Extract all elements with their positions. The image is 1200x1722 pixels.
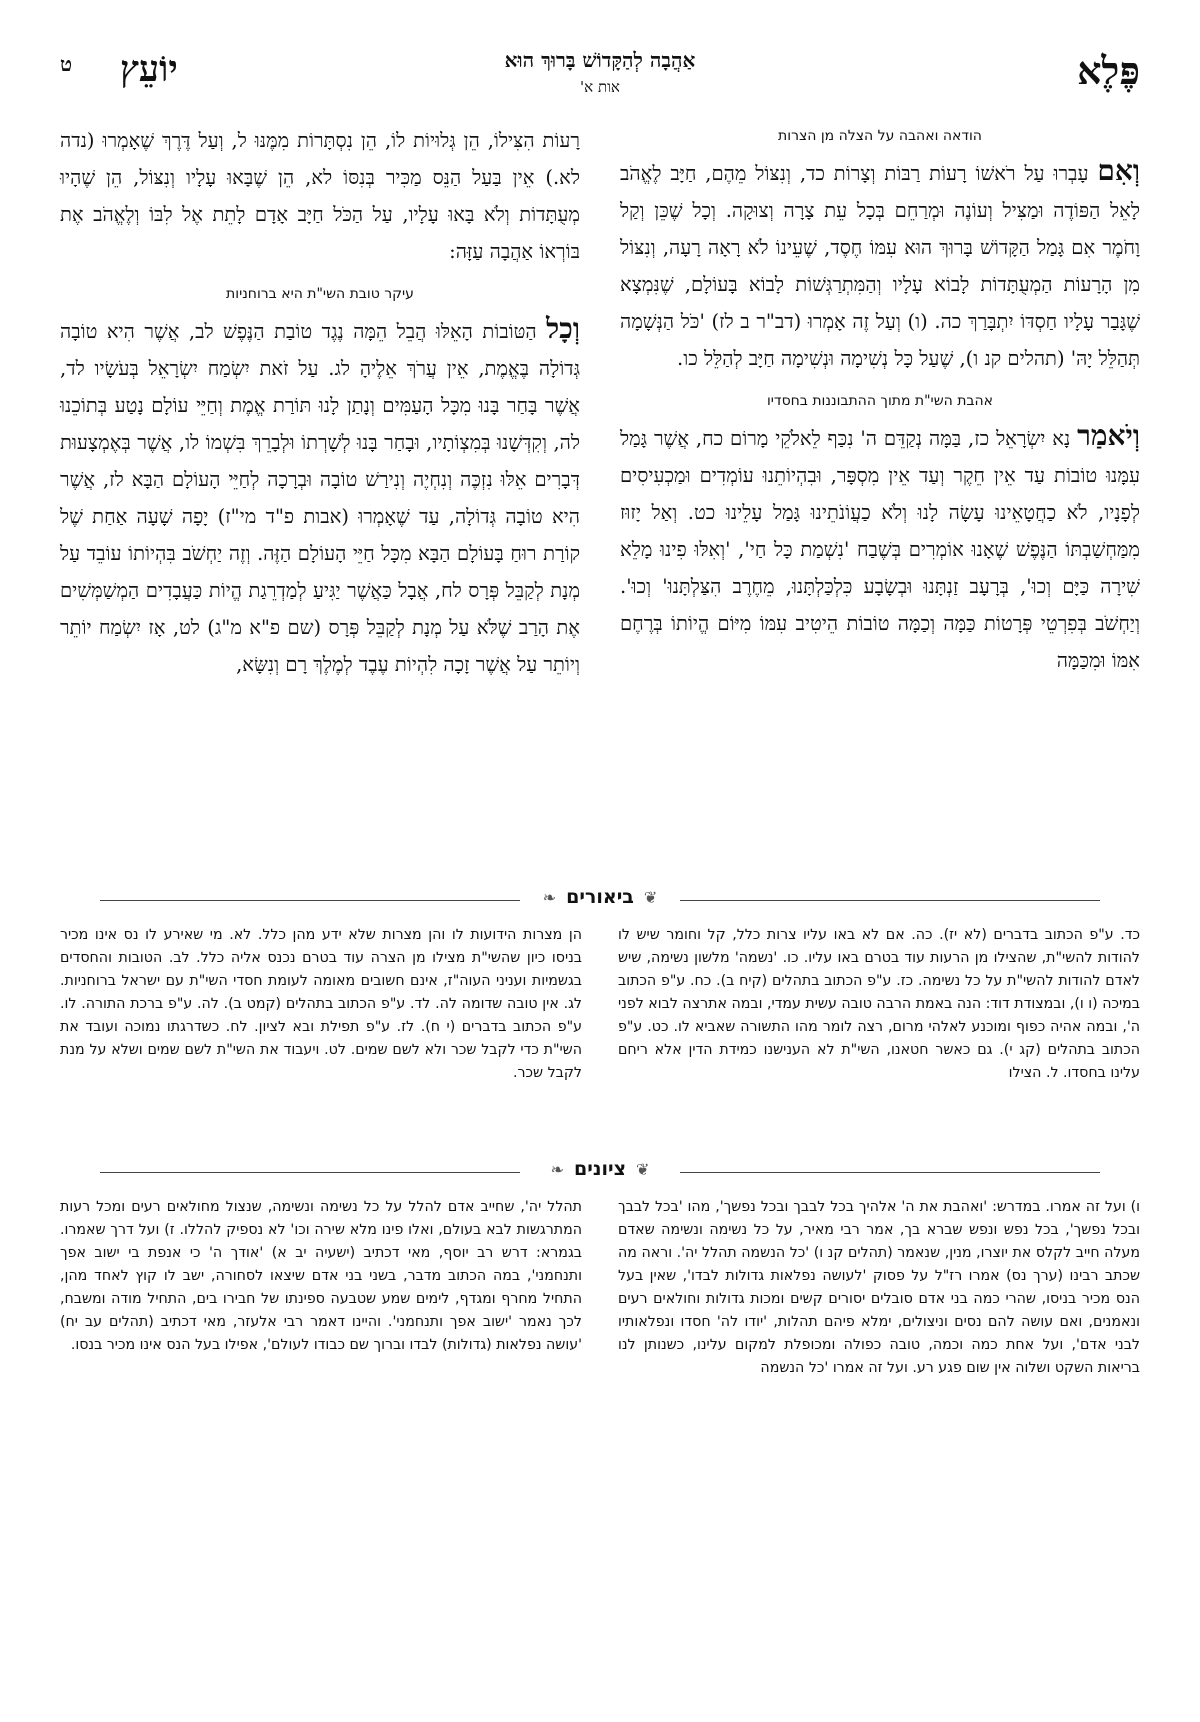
ornament-icon: ❦ — [643, 888, 658, 907]
tziyunim-notes — [60, 1196, 1140, 1676]
ornament-icon: ❧ — [542, 888, 557, 907]
paragraph — [620, 152, 1140, 377]
book-page — [60, 40, 1140, 1700]
main-column-left — [60, 122, 580, 699]
tziyunim-divider — [100, 1158, 1100, 1188]
tziyunim-column-left: תהלל יה', שחייב אדם להלל על כל נשימה ונשימה, שנצול מחולאים רעים ומכל רעות המתרגשות לבא בעולם, ואלו פינו מלא שירה וכו' לא נספיק להללו. ז) ועל דרך שאמרו. בגמרא: דרש רב יוסף, מאי דכתיב (ישעיה יב א) 'אודך ה' כי אנפת בי ישוב אפך ותנחמני', במה הכתוב מדבר, בשני בני אדם שיצאו לסחורה, ישב לו קוץ לאחד מהן, התחיל מחרף ומגדף, לימים שמע שטבעה ספינתו של חבירו בים, התחיל מודה ומשבח, לכך נאמר 'ישוב אפך ותנחמני'. והיינו דאמר רבי אלעזר, מאי דכתיב (תהלים עב יח) 'עושה נפלאות (גדולות) לבדו וברוך שם כבודו לעולם', אפילו בעל הנס אינו מכיר בנסו. — [60, 1199, 582, 1353]
paragraph-text: נָא יִשְׂרָאֵל כז, בַּמָּה נְקַדֵּם ה' נִכַּף לֵאלֹקֵי מָרוֹם כח, אֲשֶׁר גָּמַל עִמָּנוּ טוֹבוֹת עַד אֵין חֵקֶר וְעַד אֵין מִסְפָּר, וּבִהְיוֹתֵנוּ עוֹמְדִים וּמַכְעִיסִים לְפָנָיו, לֹא כַחֲטָאֵינוּ עָשָׂה לָנוּ וְלֹא כַעֲוֹנֹתֵינוּ גָּמַל עָלֵינוּ כט. וְאַל יָזוּז מִמַּחְשַׁבְתּוֹ הַנֶּפֶשׁ שֶׁאָנוּ אוֹמְרִים בְּשֶׁבַח 'נִשְׁמַת כָּל חַי', 'וְאִלּוּ פִינוּ מָלֵא שִׁירָה כַּיָּם וְכוּ', בְּרָעָב זַנְתָּנוּ וּבְשָׂבָע כִּלְכַּלְתָּנוּ, מֵחֶרֶב הִצַּלְתָּנוּ' וְכוּ'. וְיַחְשֹׁב בְּפִרְטֵי פְּרָטוֹת כַּמָּה וְכַמָּה טוֹבוֹת הֵיטִיב עִמּוֹ מִיּוֹם הֱיוֹתוֹ בְּרֶחֶם אִמּוֹ וּמִכַּמָּה — [620, 427, 1140, 672]
main-text — [60, 122, 1140, 882]
biurim-title: ביאורים — [566, 886, 634, 908]
biurim-column-right: כד. ע"פ הכתוב בדברים (לא יז). כה. אם לא באו עליו צרות כלל, קל וחומר שיש לו להודות להשי"ת, שהצילו מן הרעות עוד בטרם באו עליו. כו. 'נשמה' מלשון נשימה, שיש לאדם להודות להשי"ת על כל נשימה. כז. ע"פ הכתוב בתהלים (קיח ב). כח. ע"פ הכתוב במיכה (ו ו), ובמצודת דוד: הנה באמת הרבה טובה עשית עמדי, ובמה אתרצה לבוא לפני ה', ובמה אהיה כפוף ומוכנע לאלהי מרום, רצה לומר מהו התשורה שאביא לו. כט. ע"פ הכתוב בתהלים (קג י). גם כאשר חטאנו, השי"ת לא הענישנו כמידת הדין אלא ריחם עלינו בחסדו. ל. הצילו — [618, 927, 1140, 1081]
chapter-title: אַהֲבָה לְהַקָּדוֹשׁ בָּרוּךְ הוּא — [504, 48, 696, 72]
page-header — [60, 40, 1140, 104]
lead-word: וְכָל — [546, 312, 581, 345]
lead-word: וְיֹאמַר — [1077, 419, 1140, 452]
ornament-icon: ❦ — [635, 1160, 650, 1179]
page-number: ט — [60, 52, 73, 76]
book-title-second: יוֹעֵץ — [120, 48, 178, 90]
biurim-divider — [100, 886, 1100, 916]
paragraph-text: עָבְרוּ עַל רֹאשׁוֹ רָעוֹת רַבּוֹת וְצָרוֹת כד, וְנִצּוֹל מֵהֶם, חַיָּב לֶאֱהֹב לָאֵל הַפּוֹדֶה וּמַצִּיל וְעוֹנֶה וּמְרַחֵם בְּכָל עֵת צָרָה וְצוּקָה. וְכָל שֶׁכֵּן וְקַל וָחֹמֶר אִם גָּמַל הַקָּדוֹשׁ בָּרוּךְ הוּא עִמּוֹ חֶסֶד, שֶׁעֵינוֹ לֹא רָאָה רָעָה, וְנִצּוֹל מִן הָרָעוֹת הַמְעֻתָּדוֹת לָבוֹא עָלָיו וְהַמִּתְרַגְּשׁוֹת לָבוֹא בָּעוֹלָם, שֶׁנִּמְצָא שֶׁגָּבַר עָלָיו חַסְדּוֹ יִתְבָּרַךְ כה. (ו) וְעַל זֶה אָמְרוּ (דב"ר ב לז) 'כֹּל הַנְּשָׁמָה תְּהַלֵּל יָהּ' (תהלים קנ ו), שֶׁעַל כָּל נְשִׁימָה וּנְשִׁימָה חַיָּב לְהַלֵּל כו. — [620, 162, 1140, 370]
tziyunim-column-right: ו) ועל זה אמרו. במדרש: 'ואהבת את ה' אלהיך בכל לבבך ובכל נפשך', מהו 'בכל לבבך ובכל נפשך', בכל נפש ונפש שברא בך, אמר רבי מאיר, על כל נשימה ונשימה שאדם מעלה חייב לקלס את יוצרו, מנין, שנאמר (תהלים קנ ו) 'כל הנשמה תהלל יה'. וראה מה שכתב רבינו (ערך נס) אמרו רז"ל על פסוק 'לעושה נפלאות גדולות לבדו', שאין בעל הנס מכיר בניסו, שהרי כמה בני אדם סובלים יסורים קשים ומכות גדולות וחולאים רעים ונאמנים, ואם עושה להם נסים וניצולים, ימלא פיהם תהלות, 'יודו לה' חסדו ונפלאותיו לבני אדם', ועל אחת כמה וכמה, טובה כפולה ומכופלת למקום עלינו, כשנותן לנו בריאות השקט ושלוה אין שום פגע רע. ועל זה אמרו 'כל הנשמה — [618, 1199, 1140, 1376]
chapter-subtitle: אות א' — [580, 78, 620, 96]
section-heading: עיקר טובת השי"ת היא ברוחניות — [226, 286, 414, 302]
paragraph — [620, 417, 1140, 679]
paragraph-text: רָעוֹת הִצִּילוֹ, הֵן גְּלוּיוֹת לוֹ, הֵן נִסְתָּרוֹת מִמֶּנּוּ ל, וְעַל דֶּרֶךְ שֶׁאָמְרוּ (נדה לא.) אֵין בַּעַל הַנֵּס מַכִּיר בְּנִסּוֹ לא, הֵן שֶׁבָּאוּ עָלָיו וְנִצּוֹל, הֵן שֶׁהָיוּ מְעֻתָּדוֹת וְלֹא בָּאוּ עָלָיו, עַל הַכֹּל חַיָּב אָדָם לָתֵת אֶל לִבּוֹ וְלֶאֱהֹב אֶת בּוֹרְאוֹ אַהֲבָה עַזָּה: — [60, 129, 580, 263]
book-title: פֶּלֶא — [1077, 48, 1140, 93]
section-heading: אהבת השי"ת מתוך ההתבוננות בחסדיו — [766, 393, 994, 409]
lead-word: וְאִם — [1097, 154, 1140, 187]
biurim-notes — [60, 924, 1140, 1134]
paragraph — [60, 122, 580, 270]
ornament-icon: ❧ — [550, 1160, 565, 1179]
section-heading: הודאה ואהבה על הצלה מן הצרות — [778, 128, 982, 144]
tziyunim-title: ציונים — [574, 1158, 626, 1180]
paragraph — [60, 310, 580, 683]
main-column-right — [620, 122, 1140, 695]
biurim-column-left: הן מצרות הידועות לו והן מצרות שלא ידע מהן כלל. לא. מי שאירע לו נס אינו מכיר בניסו כיון שהשי"ת מצילו מן הצרה עוד בטרם נכנס אליה כלל. לב. הטובות והחסדים בגשמיות ועניני העוה"ז, אינם חשובים מאומה לעומת חסדי השי"ת עם ישראל ברוחניות. לג. אין טובה שדומה לה. לד. ע"פ הכתוב בתהלים (קמט ב). לה. ע"פ ברכת התורה. לו. ע"פ הכתוב בדברים (י ח). לז. ע"פ תפילת ובא לציון. לח. כשדרגתו נמוכה ועובד את השי"ת כדי לקבל שכר ולא לשם שמים. לט. ויעבוד את השי"ת לשם שמים ושלא על מנת לקבל שכר. — [60, 927, 582, 1081]
paragraph-text: הַטּוֹבוֹת הָאֵלּוּ הֲבֵל הֵמָּה נֶגֶד טוֹבַת הַנֶּפֶשׁ לב, אֲשֶׁר הִיא טוֹבָה גְּדוֹלָה בֶּאֱמֶת, אֵין עֲרֹךְ אֵלֶיהָ לג. עַל זֹאת יִשְׂמַח יִשְׂרָאֵל בְּעֹשָׂיו לד, אֲשֶׁר בָּחַר בָּנוּ מִכָּל הָעַמִּים וְנָתַן לָנוּ תּוֹרַת אֱמֶת וְחַיֵּי עוֹלָם נָטַע בְּתוֹכֵנוּ לה, וְקִדְּשָׁנוּ בְּמִצְוֹתָיו, וּבָחַר בָּנוּ לְשָׁרְתוֹ וּלְבָרֵךְ בִּשְׁמוֹ לו, אֲשֶׁר בְּאֶמְצָעוּת דְּבָרִים אֵלּוּ נִזְכֶּה וְנִחְיֶה וְנִירַשׁ טוֹבָה וּבְרָכָה לְחַיֵּי הָעוֹלָם הַבָּא לז, אֲשֶׁר הִיא טוֹבָה גְּדוֹלָה, עַד שֶׁאָמְרוּ (אבות פ"ד מי"ז) יָפָה שָׁעָה אַחַת שֶׁל קוֹרַת רוּחַ בָּעוֹלָם הַבָּא מִכָּל חַיֵּי הָעוֹלָם הַזֶּה. וְזֶה יַחְשֹׁב בִּהְיוֹתוֹ עוֹבֵד עַל מְנָת לְקַבֵּל פְּרָס לח, אֲבָל כַּאֲשֶׁר יַגִּיעַ לְמַדְרֵגַת הֱיוֹת כַּעֲבָדִים הַמְשַׁמְּשִׁים אֶת הָרַב שֶׁלֹּא עַל מְנָת לְקַבֵּל פְּרָס (שם פ"א מ"ג) לט, אָז יִשְׂמַח יוֹתֵר וְיוֹתֵר עַל אֲשֶׁר זָכָה לִהְיוֹת עֶבֶד לְמֶלֶךְ רָם וְנִשָּׂא, — [60, 320, 580, 676]
